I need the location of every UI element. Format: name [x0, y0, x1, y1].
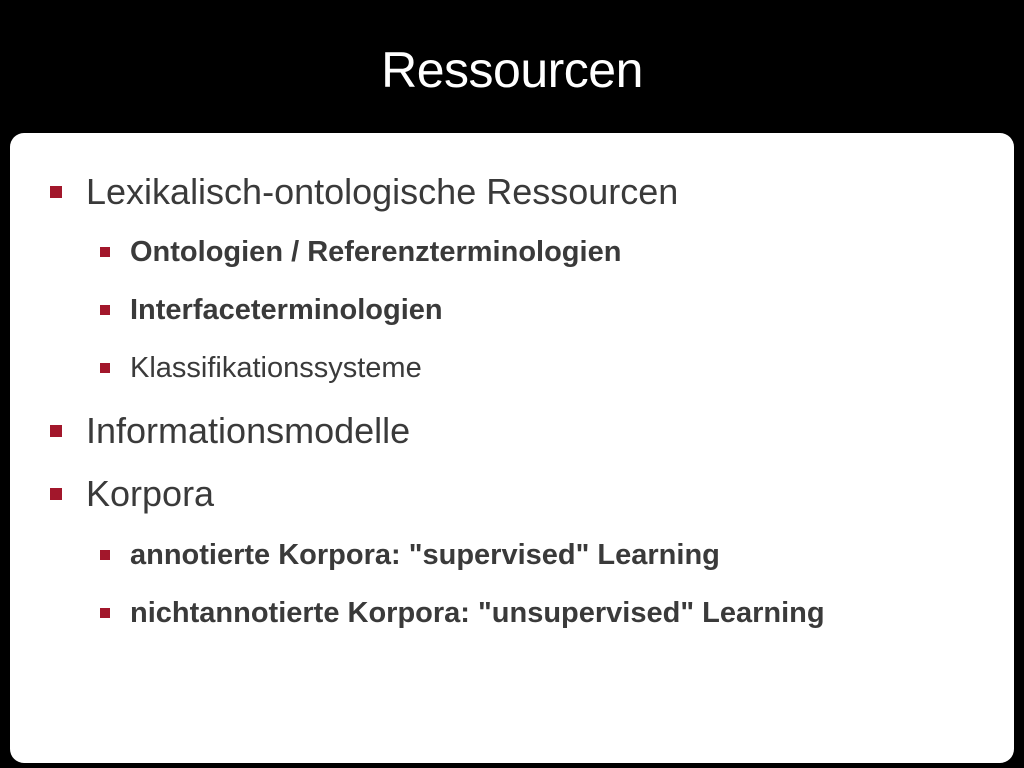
bullet-item-nichtannotierte-korpora: [100, 594, 825, 632]
square-bullet-icon: [100, 550, 110, 560]
square-bullet-icon: [100, 247, 110, 257]
bullet-item-lexikalisch: [50, 170, 678, 214]
slide-title: Ressourcen: [381, 42, 643, 98]
bullet-item-ontologien: [100, 233, 621, 271]
bullet-item-interfaceterminologien: [100, 291, 443, 329]
square-bullet-icon: [50, 488, 62, 500]
bullet-item-korpora: [50, 472, 214, 516]
square-bullet-icon: [100, 305, 110, 315]
bullet-text: Lexikalisch-ontologische Ressourcen: [86, 171, 679, 212]
bullet-text: nichtannotierte Korpora: "unsupervised" Learning: [130, 596, 825, 629]
content-panel: [10, 133, 1014, 763]
bullet-text: annotierte Korpora: "supervised" Learning: [130, 538, 720, 571]
bullet-text: Informationsmodelle: [86, 410, 411, 451]
bullet-text: Klassifikationssysteme: [130, 351, 422, 384]
square-bullet-icon: [100, 608, 110, 618]
square-bullet-icon: [50, 425, 62, 437]
square-bullet-icon: [100, 363, 110, 373]
bullet-text: Ontologien / Referenzterminologien: [130, 235, 622, 268]
bullet-text: Interfaceterminologien: [130, 293, 443, 326]
bullet-item-informationsmodelle: [50, 409, 410, 453]
square-bullet-icon: [50, 186, 62, 198]
bullet-item-klassifikationssysteme: [100, 349, 422, 387]
bullet-item-annotierte-korpora: [100, 536, 720, 574]
bullet-text: Korpora: [86, 473, 215, 514]
